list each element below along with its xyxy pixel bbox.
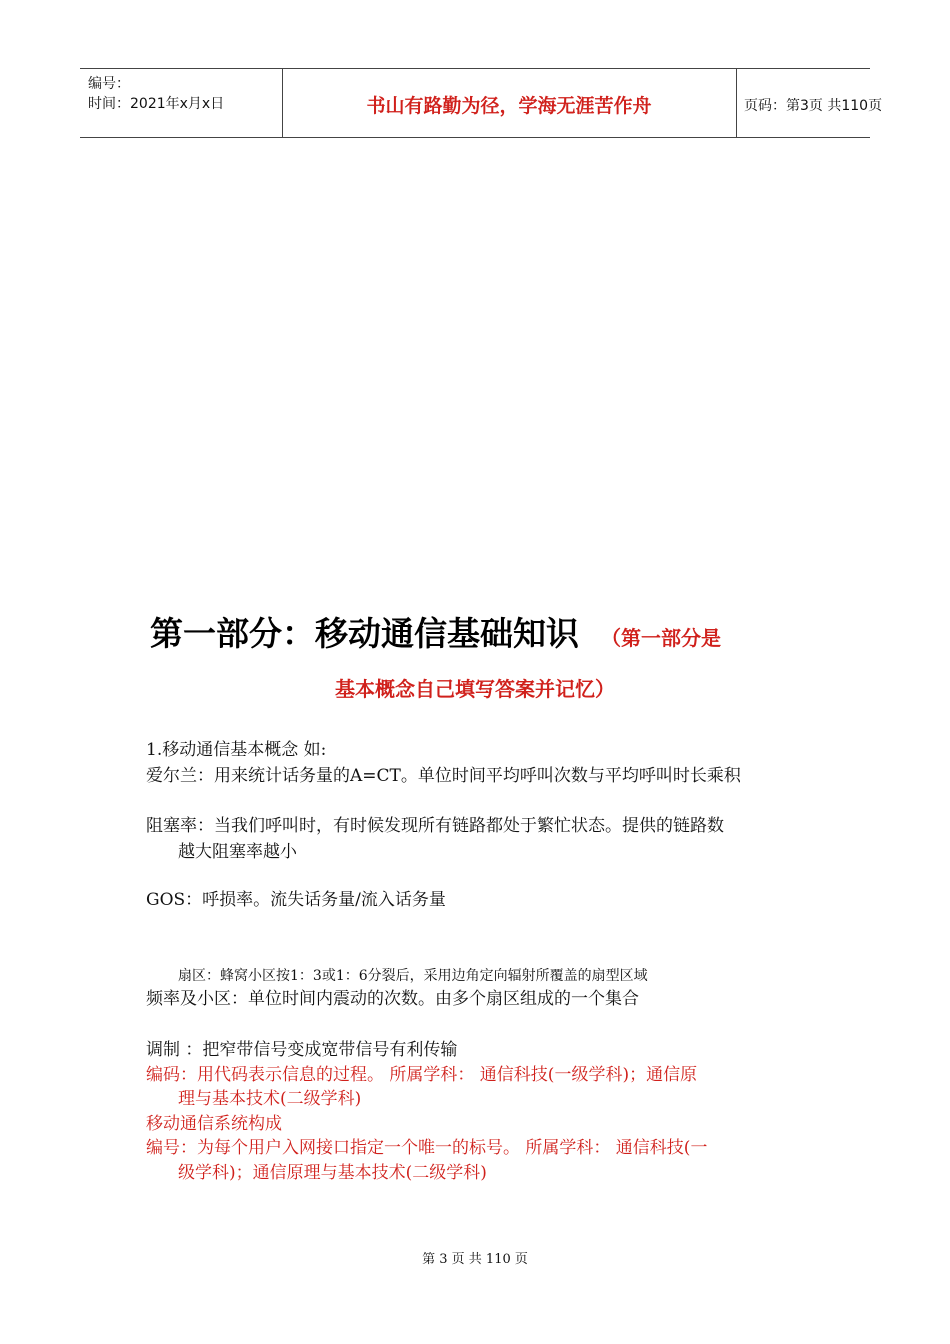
- body-line: 理与基本技术(二级学科): [178, 1089, 362, 1109]
- header-page-info: 页码：第3页 共110页: [744, 98, 883, 114]
- header-motto: 书山有路勤为径，学海无涯苦作舟: [366, 95, 652, 117]
- body-line: 爱尔兰：用来统计话务量的A=CT。单位时间平均呼叫次数与平均呼叫时长乘积: [146, 766, 741, 786]
- doc-number-label: 编号：: [88, 76, 130, 92]
- page-footer: 第 3 页 共 110 页: [422, 1252, 528, 1267]
- header-table: [80, 68, 883, 138]
- header-left-cell: [80, 69, 283, 137]
- header-middle-cell: [282, 69, 737, 137]
- header-right-cell: [736, 69, 883, 137]
- body-line: 越大阻塞率越小: [178, 842, 297, 862]
- body-line: 调制 ：把窄带信号变成宽带信号有利传输: [146, 1040, 458, 1060]
- body-line: GOS：呼损率。流失话务量/流入话务量: [146, 890, 446, 910]
- section-title-main: 第一部分：移动通信基础知识: [150, 614, 579, 653]
- body-line: 移动通信系统构成: [146, 1114, 282, 1134]
- section-title-note-continued: 基本概念自己填写答案并记忆）: [335, 677, 615, 701]
- body-line: 扇区：蜂窝小区按1：3或1：6分裂后，采用边角定向辐射所覆盖的扇型区域: [178, 968, 648, 984]
- body-line: 频率及小区：单位时间内震动的次数。由多个扇区组成的一个集合: [146, 989, 639, 1009]
- section-title-note: （第一部分是: [601, 626, 721, 650]
- body-line: 编号：为每个用户入网接口指定一个唯一的标号。 所属学科： 通信科技(一: [146, 1138, 708, 1158]
- body-line: 级学科)；通信原理与基本技术(二级学科): [178, 1163, 487, 1183]
- body-line: 阻塞率：当我们呼叫时，有时候发现所有链路都处于繁忙状态。提供的链路数: [146, 816, 724, 836]
- body-line: 1.移动通信基本概念 如:: [146, 740, 327, 760]
- section-title: [150, 608, 721, 655]
- body-line: 编码：用代码表示信息的过程。 所属学科： 通信科技(一级学科)；通信原: [146, 1065, 698, 1085]
- time-label: 时间：2021年x月x日: [88, 96, 225, 112]
